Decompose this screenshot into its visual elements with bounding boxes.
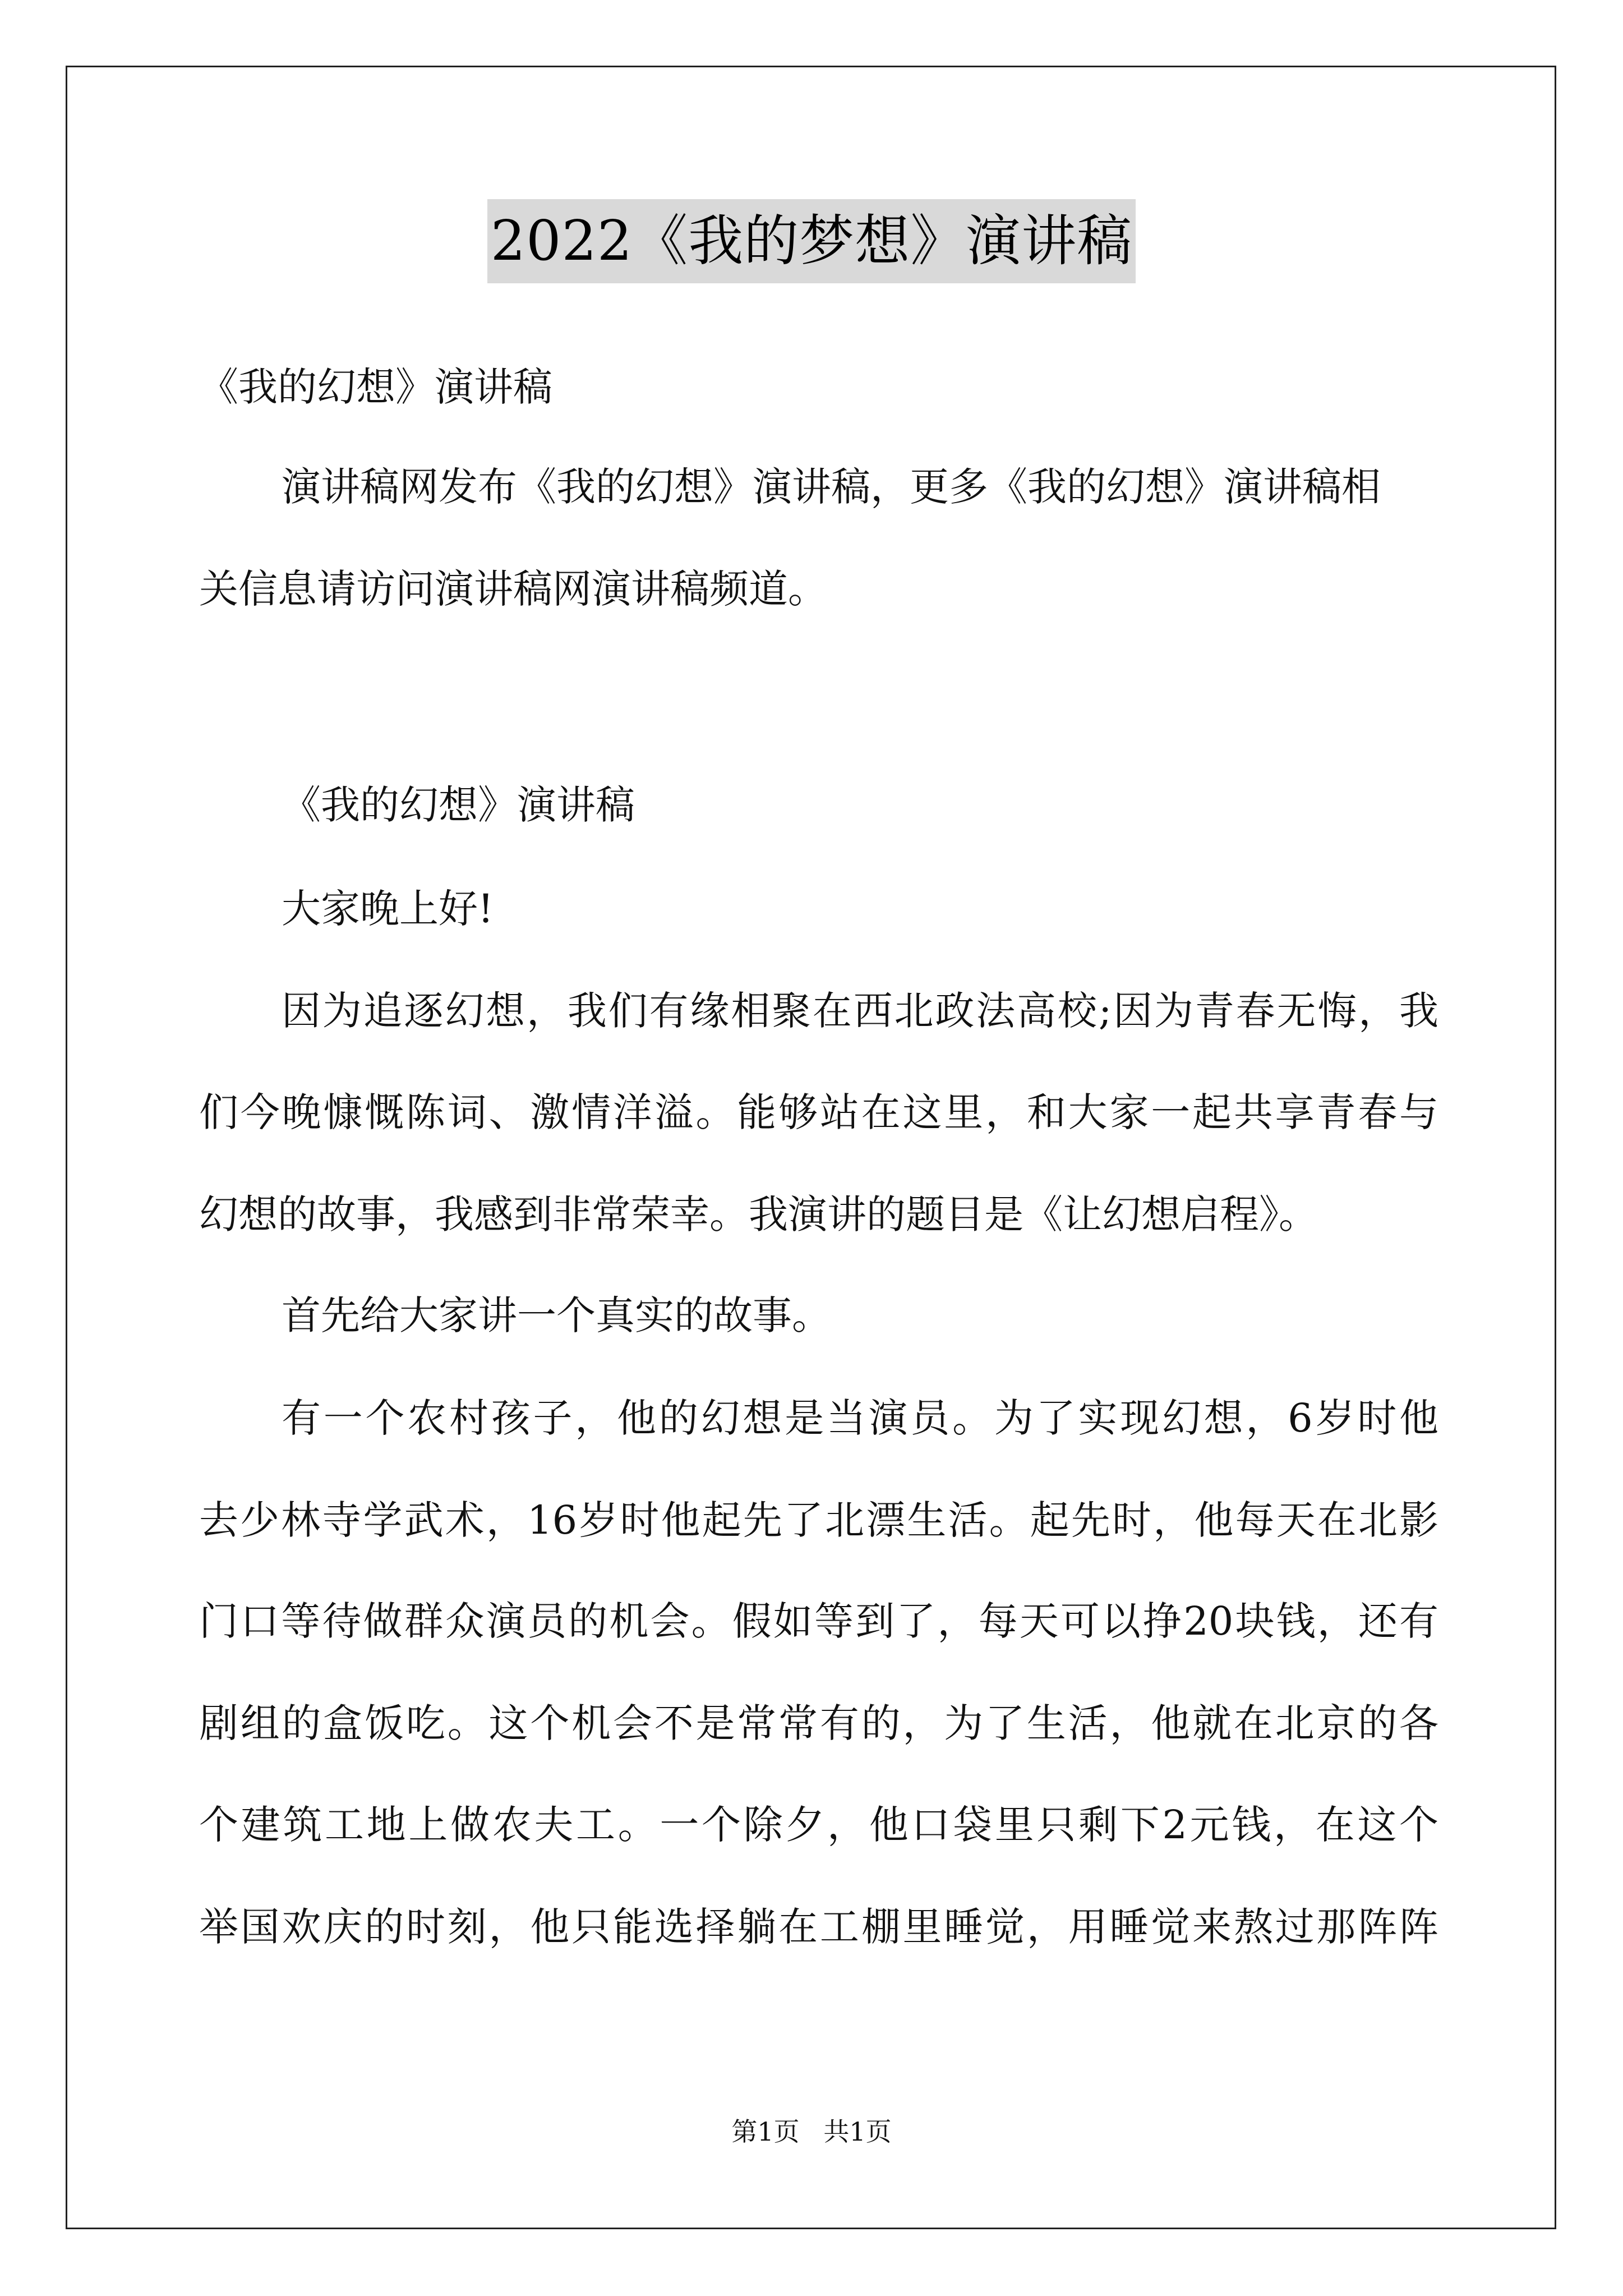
paragraph-line: 因为追逐幻想，我们有缘相聚在西北政法高校;因为青春无悔，我 (282, 988, 1438, 1034)
greeting-line: 大家晚上好! (282, 886, 494, 932)
paragraph-line: 举国欢庆的时刻，他只能选择躺在工棚里睡觉，用睡觉来熬过那阵阵 (199, 1904, 1438, 1950)
paragraph-line: 门口等待做群众演员的机会。假如等到了，每天可以挣20块钱，还有 (199, 1598, 1438, 1644)
document-title: 2022《我的梦想》演讲稿 (487, 199, 1136, 283)
paragraph-line: 《我的幻想》演讲稿 (282, 782, 635, 828)
page-total: 共1页 (823, 2116, 892, 2147)
paragraph-line: 剧组的盒饭吃。这个机会不是常常有的，为了生活，他就在北京的各 (199, 1700, 1438, 1746)
page-number: 第1页 (731, 2116, 800, 2147)
title-container (0, 199, 1623, 283)
paragraph-line: 关信息请访问演讲稿网演讲稿频道。 (199, 566, 827, 612)
paragraph-line: 们今晚慷慨陈词、激情洋溢。能够站在这里，和大家一起共享青春与 (199, 1089, 1438, 1135)
paragraph-line: 有一个农村孩子，他的幻想是当演员。为了实现幻想，6岁时他 (282, 1395, 1438, 1441)
paragraph-line: 演讲稿网发布《我的幻想》演讲稿，更多《我的幻想》演讲稿相 (282, 464, 1381, 510)
paragraph-line: 个建筑工地上做农夫工。一个除夕，他口袋里只剩下2元钱，在这个 (199, 1802, 1438, 1848)
page-footer (0, 2115, 1623, 2148)
paragraph-line: 幻想的故事，我感到非常荣幸。我演讲的题目是《让幻想启程》。 (199, 1191, 1318, 1237)
subtitle-line: 《我的幻想》演讲稿 (199, 364, 552, 410)
paragraph-line: 去少林寺学武术，16岁时他起先了北漂生活。起先时，他每天在北影 (199, 1497, 1438, 1543)
paragraph-line: 首先给大家讲一个真实的故事。 (282, 1292, 831, 1338)
